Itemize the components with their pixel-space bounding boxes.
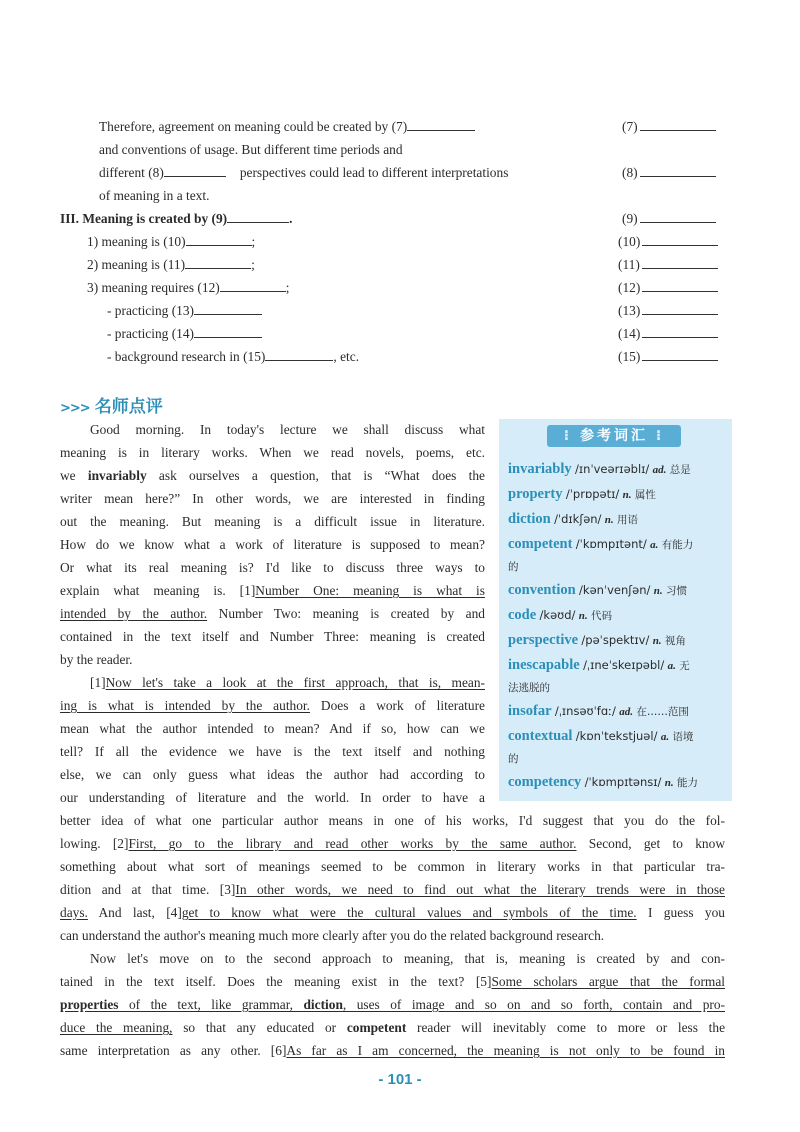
vocab-entry: competency /ˈkɒmpɪtənsɪ/ n. 能力 xyxy=(508,774,699,790)
answer-slot: (8) xyxy=(622,161,716,184)
text-line: mean what the author intended to mean? And if so, how can we xyxy=(60,721,485,736)
vocab-entry: property /ˈprɒpətɪ/ n. 属性 xyxy=(508,486,656,502)
outline-line: Therefore, agreement on meaning could be created by (7) xyxy=(99,115,475,138)
text-line: meaning is in literary works. When we read novels, poems, etc. xyxy=(60,445,485,460)
outline-item: 1) meaning is (10) ; xyxy=(87,234,256,249)
text-line: better idea of what one particular author means in one of his works, I'd suggest that you do the fol- xyxy=(60,813,725,828)
text-line: ing is what is intended by the author. Does a work of literature xyxy=(60,698,485,713)
text-line: contained in the text itself and Number Three: meaning is created xyxy=(60,629,485,644)
text-line: properties of the text, like grammar, diction, uses of image and so on and so forth, contain and pro- xyxy=(60,997,726,1012)
text-line: duce the meaning, so that any educated or competent reader will inevitably come to more or less the xyxy=(60,1020,726,1035)
text-line: days. And last, [4]get to know what were the cultural values and symbols of the time. I guess you xyxy=(60,905,725,920)
outline-item: - background research in (15) , etc. xyxy=(107,349,360,364)
vocab-entry-cont: 的 xyxy=(508,753,519,765)
answer-slot: (10) xyxy=(618,230,718,253)
outline-item: 3) meaning requires (12) ; xyxy=(87,280,290,295)
text-line: tell? If all the evidence we have is the text itself and nothing xyxy=(60,744,485,759)
text-line: can understand the author's meaning much more clearly after you do the related background research. xyxy=(60,928,605,943)
text-line: How do we know what a work of literature is supposed to mean? xyxy=(60,537,485,552)
text-line: explain what meaning is. [1]Number One: meaning is what is xyxy=(60,583,485,598)
vocab-entry-cont: 法逃脱的 xyxy=(508,682,550,694)
text-line: Good morning. In today's lecture we shall discuss what xyxy=(90,422,485,437)
outline-item: - practicing (14) xyxy=(107,322,262,345)
text-line: we invariably ask ourselves a question, that is “What does the xyxy=(60,468,486,483)
text-line: out the meaning. But meaning is a difficult issue in literature. xyxy=(60,514,485,529)
outline-item: - practicing (13) xyxy=(107,299,262,322)
text-line: intended by the author. Number Two: meaning is created by and xyxy=(60,606,485,621)
vocab-entry: competent /ˈkɒmpɪtənt/ a. 有能力 xyxy=(508,536,694,552)
vocab-entry: inescapable /ˌɪneˈskeɪpəbl/ a. 无 xyxy=(508,657,690,673)
text-line: else, we can only guess what ideas the author had according to xyxy=(60,767,485,782)
vocab-entry: invariably /ɪnˈveərɪəblɪ/ ad. 总是 xyxy=(508,461,691,477)
text-line: something about what sort of meanings seemed to be common in literary works in that particular tra- xyxy=(60,859,725,874)
text-line: our understanding of literature and the world. In order to have a xyxy=(60,790,485,805)
answer-slot: (14) xyxy=(618,322,718,345)
answer-slot: (13) xyxy=(618,299,718,322)
vocab-entry: contextual /kɒnˈtekstjuəl/ a. 语境 xyxy=(508,728,694,744)
outline-heading: III. Meaning is created by (9) . xyxy=(60,211,293,226)
text-line: lowing. [2]First, go to the library and read other works by the same author. Second, get to know xyxy=(60,836,725,851)
section-title xyxy=(60,392,163,417)
answer-slot: (11) xyxy=(618,253,718,276)
vocab-entry: diction /ˈdɪkʃən/ n. 用语 xyxy=(508,511,639,527)
answer-slot: (9) xyxy=(622,207,716,230)
vocab-entry: insofar /ˌɪnsəʊˈfɑː/ ad. 在……范围 xyxy=(508,703,689,719)
outline-line: different (8) perspectives could lead to different interpretations xyxy=(99,165,509,180)
text-line: dition and at that time. [3]In other words, we need to find out what the literary trends were in those xyxy=(60,882,725,897)
outline-line: and conventions of usage. But different time periods and xyxy=(99,142,403,157)
text-line: [1]Now let's take a look at the first approach, that is, mean- xyxy=(90,675,485,690)
answer-slot: (7) xyxy=(622,115,716,138)
text-line: tained in the text itself. Does the meaning exist in the text? [5]Some scholars argue that the formal xyxy=(60,974,726,989)
text-line: Now let's move on to the second approach to meaning, that is, meaning is created by and con- xyxy=(90,951,725,966)
vocab-entry: perspective /pəˈspektɪv/ n. 视角 xyxy=(508,632,686,648)
vocab-title: ⁝ 参考词汇 ⁝ xyxy=(547,425,681,447)
answer-slot: (12) xyxy=(618,276,718,299)
text-line: writer mean here?” In other words, we are interested in finding xyxy=(60,491,485,506)
vocab-entry-cont: 的 xyxy=(508,561,519,573)
outline-item: 2) meaning is (11) ; xyxy=(87,257,255,272)
text-line: by the reader. xyxy=(60,652,133,667)
answer-slot: (15) xyxy=(618,345,718,368)
section-arrows: >>> xyxy=(60,401,90,416)
text-line: Or what its real meaning is? I'd like to discuss three ways to xyxy=(60,560,485,575)
section-title-text: 名师点评 xyxy=(94,397,163,417)
text-line: same interpretation as any other. [6]As far as I am concerned, the meaning is not only to be found in xyxy=(60,1043,725,1058)
vocab-entry: code /kəʊd/ n. 代码 xyxy=(508,607,613,623)
vocab-entry: convention /kənˈvenʃən/ n. 习惯 xyxy=(508,582,687,598)
vocab-box xyxy=(499,419,732,801)
outline-line: of meaning in a text. xyxy=(99,188,210,203)
page-number: - 101 - xyxy=(378,1071,422,1088)
